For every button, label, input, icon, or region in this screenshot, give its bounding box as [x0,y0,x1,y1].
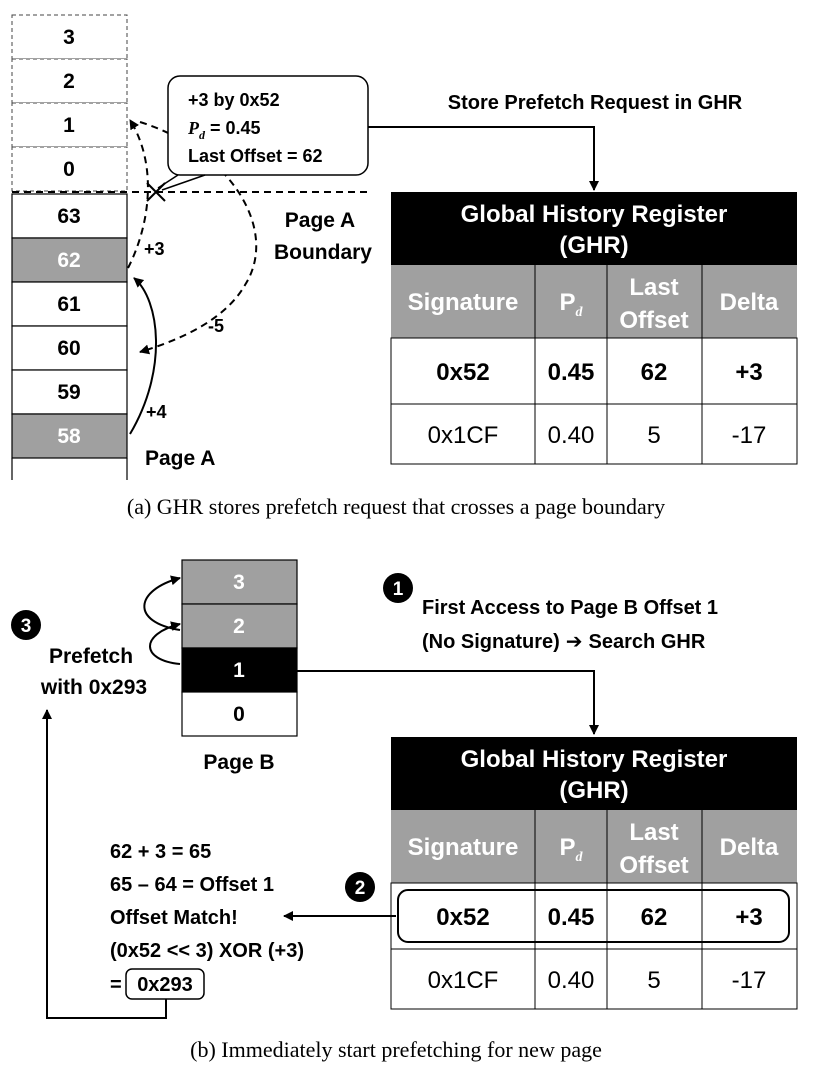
ghr-b-header-delta: Delta [719,834,779,861]
part-a [12,15,797,519]
ghr-b-header-last-line2: Offset [619,852,689,879]
ghr-b-r2-signature: 0x1CF [427,967,499,994]
ghr-a-header-last-line2: Offset [619,307,689,334]
step-2-number: 2 [354,878,366,899]
ghr-b-r1-pd: 0.45 [547,904,595,931]
page-b-cell-1-label: 1 [233,659,245,682]
prev-cell-0-label: 0 [63,158,75,181]
caption-a: (a) GHR stores prefetch request that crosses a page boundary [126,494,666,519]
step-3-line2: with 0x293 [40,676,148,699]
page-a-cell-61-label: 61 [57,293,81,316]
page-a-cell-59-label: 59 [57,381,81,404]
ghr-b-r2-last-offset: 5 [647,967,661,994]
ghr-a-r2-delta: -17 [731,422,767,449]
ghr-b-r1-last-offset: 62 [640,904,668,931]
ghr-b-r2-delta: -17 [731,967,767,994]
page-b-cell-3-label: 3 [233,571,245,594]
boundary-label-line2: Boundary [273,241,373,264]
step-1-line1: First Access to Page B Offset 1 [422,597,719,619]
delta-plus3-label: +3 [144,239,165,259]
delta-plus4-label: +4 [146,402,167,422]
ghr-a-r2-pd: 0.40 [547,422,595,449]
callout-pointer-right [162,175,205,190]
step-1-line2-a: (No Signature) [422,631,560,653]
step-1-number: 1 [392,579,404,600]
page-a-cell-58-label: 58 [57,425,81,448]
calc-result-prefix: = [110,974,122,996]
ghr-a-header-delta: Delta [719,289,779,316]
callout-delta-text: +3 by 0x52 [188,90,280,110]
page-a-cell-63-label: 63 [57,205,81,228]
ghr-b-r1-signature: 0x52 [436,904,490,931]
ghr-table-b [391,737,797,1009]
page-b-column [182,560,297,736]
caption-b: (b) Immediately start prefetching for new page [190,1037,602,1062]
ghr-b-header-pd-sub: d [575,850,583,865]
ghr-b-r2-pd: 0.40 [547,967,595,994]
step-3-line1: Prefetch [48,645,134,668]
ghr-a-header-last-line1: Last [629,274,679,301]
calc-line-1: 62 + 3 = 65 [110,841,212,863]
ghr-a-header-pd-main: P [559,289,576,316]
ghr-a-header-pd-sub: d [575,305,583,320]
prev-cell-1-label: 1 [63,114,75,137]
search-ghr-connector-arrow [297,671,594,734]
calc-line-3: Offset Match! [110,907,238,929]
calc-line-2: 65 – 64 = Offset 1 [110,874,274,896]
ghr-b-title-line1: Global History Register [460,746,728,773]
calc-line-4: (0x52 << 3) XOR (+3) [110,940,304,962]
ghr-b-header-last-line1: Last [629,819,679,846]
ghr-b-header-signature: Signature [407,834,519,861]
part-b [11,560,797,1062]
callout-pd-sub: d [199,128,205,142]
callout-pd-value: = 0.45 [205,118,261,138]
ghr-a-r1-signature: 0x52 [436,359,490,386]
page-a-label: Page A [145,447,216,470]
callout-pd-symbol: P [188,118,199,138]
ghr-a-r1-last-offset: 62 [640,359,668,386]
store-prefetch-label: Store Prefetch Request in GHR [447,92,743,114]
prefetch-feedback-arrow [47,710,166,1018]
delta-minus5-label: -5 [208,316,225,336]
callout-last-offset-text: Last Offset = 62 [188,146,323,166]
step-1-line2-b: Search GHR [588,631,706,653]
page-b-cell-2-label: 2 [233,615,245,638]
prefetch-arrow-2-to-3 [144,578,180,630]
ghr-a-r2-last-offset: 5 [647,422,661,449]
ghr-b-header-pd-main: P [559,834,576,861]
page-a-cell-62-label: 62 [57,249,81,272]
ghr-a-r1-delta: +3 [735,359,763,386]
ghr-a-title-line2: (GHR) [559,232,629,259]
prev-cell-2-label: 2 [63,70,75,93]
ghr-a-r1-pd: 0.45 [547,359,595,386]
page-a-cell-60-label: 60 [57,337,81,360]
ghr-a-title-line1: Global History Register [460,201,728,228]
previous-page-column [12,15,127,191]
ghr-b-r1-delta: +3 [735,904,763,931]
ghr-b-title-line2: (GHR) [559,777,629,804]
prev-cell-3-label: 3 [63,26,75,49]
page-a-column [12,194,127,480]
step-1-arrow-glyph: ➔ [565,631,583,653]
ghr-table-a [391,192,797,464]
ghr-a-r2-signature: 0x1CF [427,422,499,449]
calc-result-value: 0x293 [137,974,193,996]
step-1-line2 [422,631,706,653]
page-b-label: Page B [203,751,275,774]
step-3-number: 3 [20,616,32,637]
boundary-label-line1: Page A [284,209,356,232]
ghr-a-header-signature: Signature [407,289,519,316]
store-connector-arrow [368,127,594,190]
page-b-cell-0-label: 0 [233,703,245,726]
